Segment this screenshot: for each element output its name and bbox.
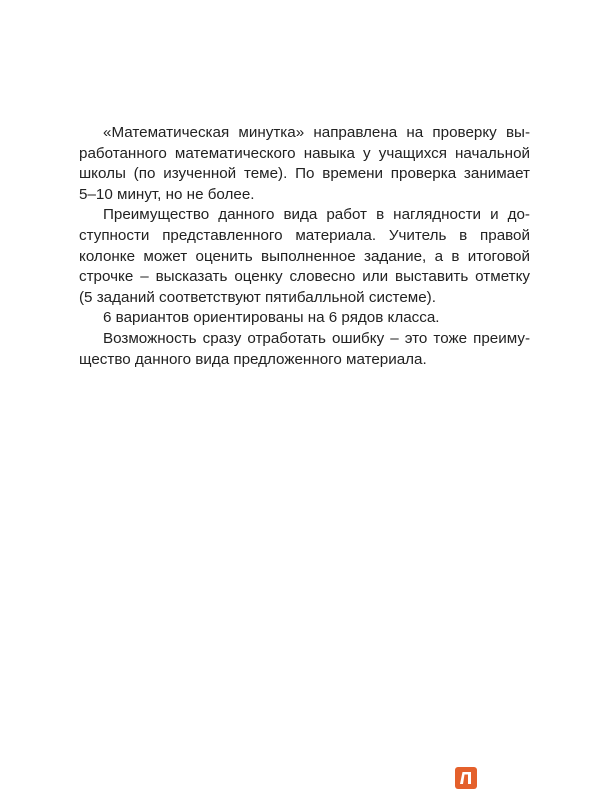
text-line: школы (по изученной теме). По времени проверка занимает	[79, 165, 530, 183]
text-line: щество данного вида предложенного материала.	[79, 350, 427, 368]
paragraph-errors	[79, 329, 530, 370]
text-line: Преимущество данного вида работ в наглядности и до-	[103, 206, 530, 224]
paragraph-intro	[79, 123, 530, 205]
text-line: строчке – высказать оценку словесно или выставить отметку	[79, 268, 530, 286]
text-line: 5–10 минут, но не более.	[79, 185, 255, 203]
litres-logo-shape	[455, 767, 477, 789]
paragraph-advantage	[79, 205, 530, 308]
paragraph-variants	[79, 308, 530, 329]
text-line: ступности представленного материала. Учитель в правой	[79, 226, 530, 244]
text-line: работанного математического навыка у учащихся начальной	[79, 144, 530, 162]
document-body	[79, 123, 530, 370]
text-line: «Математическая минутка» направлена на проверку вы-	[103, 124, 530, 141]
logo-background	[455, 767, 477, 789]
litres-logo-icon	[455, 767, 477, 789]
text-line: колонке может оценить выполненное задание, а в итоговой	[79, 247, 530, 265]
text-line: 6 вариантов ориентированы на 6 рядов класса.	[103, 309, 440, 327]
text-line: (5 заданий соответствуют пятибалльной системе).	[79, 288, 436, 306]
text-line: Возможность сразу отработать ошибку – это тоже преиму-	[103, 329, 530, 347]
